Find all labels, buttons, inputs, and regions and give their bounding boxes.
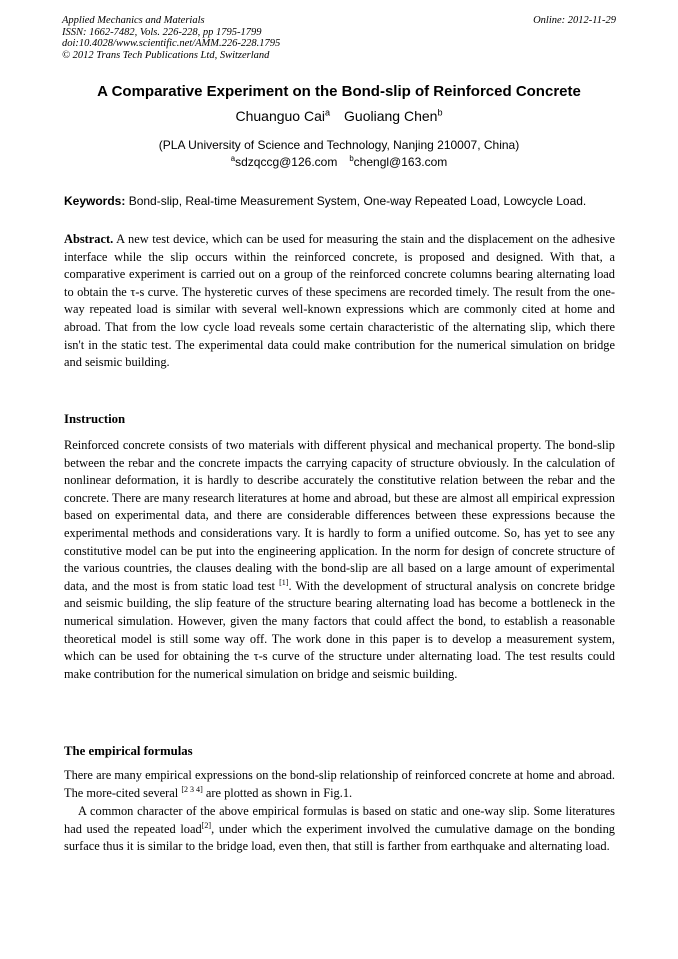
empirical-paragraph-1 <box>64 767 615 802</box>
paragraph-text: There are many empirical expressions on the bond-slip relationship of reinforced concrete at home and abroad. The more-cited several <box>64 768 615 800</box>
abstract-paragraph <box>64 231 615 372</box>
doi-line: doi:10.4028/www.scientific.net/AMM.226-228.1795 <box>62 38 281 49</box>
author-mark: a <box>324 107 331 118</box>
affiliation: (PLA University of Science and Technology, Nanjing 210007, China) <box>158 138 520 152</box>
citation-ref[interactable]: [1] <box>279 577 289 587</box>
copyright-line: © 2012 Trans Tech Publications Ltd, Switzerland <box>62 49 270 61</box>
online-date: Online: 2012-11-29 <box>533 15 616 26</box>
author-name: Guoliang Chen <box>344 108 438 124</box>
paragraph-text: A common character of the above empirical formulas is based on static and one-way slip. Some literatures had used the repeated load <box>64 804 615 836</box>
journal-name: Applied Mechanics and Materials <box>62 15 205 26</box>
author-mark: b <box>437 107 443 118</box>
keywords-text: Bond-slip, Real-time Measurement System, One-way Repeated Load, Lowcycle Load. <box>128 194 587 208</box>
email-list <box>0 155 678 169</box>
section-heading-instruction: Instruction <box>64 412 126 426</box>
citation-ref[interactable]: [2 3 4] <box>181 784 203 794</box>
paragraph-text: Reinforced concrete consists of two materials with different physical and mechanical property. The bond-slip between the rebar and the concrete impacts the carrying capacity of structure obviously. In the calculation of nonlinear deformation, it is hardly to describe accurately the constitutive relation between the rebar and the concrete. There are many research literatures at home and abroad, but these are almost all empirical expression based on experimental data, and there are considerable differences between these expressions because the experimental methods and considerations vary. It is hardly to form a unified outcome. So, has yet to see any constitutive model can be put into the engineering application. In the norm for design of concrete structure of the various countries, the clauses dealing with the bond-slip are all based on a large amount of experimental data, and the most is from static load test <box>64 438 615 593</box>
email-mark: b <box>349 154 354 163</box>
instruction-paragraph <box>64 437 615 683</box>
citation-ref[interactable]: [2] <box>201 820 212 830</box>
email-mark: a <box>230 154 236 163</box>
keywords <box>64 194 618 208</box>
empirical-paragraph-2 <box>64 803 615 856</box>
author-name: Chuanguo Cai <box>235 108 325 124</box>
journal-header <box>62 15 616 61</box>
abstract-label: Abstract. <box>64 232 114 246</box>
author-list <box>0 108 678 124</box>
paragraph-text: , under which the experiment involved the cumulative damage on the bonding surface thus it is similar to the bridge load, even then, that still is farther from earthquake and alternating load. <box>64 821 615 854</box>
paper-title: A Comparative Experiment on the Bond-slip of Reinforced Concrete <box>97 83 581 100</box>
email-address[interactable]: sdzqccg@126.com <box>235 155 338 169</box>
paragraph-text: are plotted as shown in Fig.1. <box>202 785 353 800</box>
abstract-text: A new test device, which can be used for measuring the stain and the displacement on the adhesive interface while the slip occurs within the reinforced concrete, is proposed and designed. With that, a comparative experiment is carried out on a group of the reinforced concrete columns bearing alternating load to obtain the τ-s curve. The hysteretic curves of these specimens are recorded timely. The result from the one-way repeated load is similar with several well-known expressions which are commonly cited at home and abroad. That from the low cycle load reveals some certain characteristic of the alternating slip, which there isn't in the static test. The experimental data could make contribution for the numerical simulation on bridge and seismic building. <box>64 232 615 370</box>
email-address[interactable]: chengl@163.com <box>353 155 448 169</box>
section-heading-empirical: The empirical formulas <box>64 744 193 758</box>
issn-line: ISSN: 1662-7482, Vols. 226-228, pp 1795-1799 <box>62 26 262 38</box>
keywords-label: Keywords: <box>64 194 126 208</box>
paragraph-text: . With the development of structural analysis on concrete bridge and seismic building, the slip feature of the structure bearing alternating load has become a bottleneck in the numerical simulation. However, given the many factors that could affect the bond, to establish a reasonable theoretical model is still some way off. The work done in this paper is to develop a measurement system, which can be used for obtaining the τ-s curve of the structure under alternating load. The test results could make contribution for the numerical simulation on bridge and seismic building. <box>64 578 615 681</box>
